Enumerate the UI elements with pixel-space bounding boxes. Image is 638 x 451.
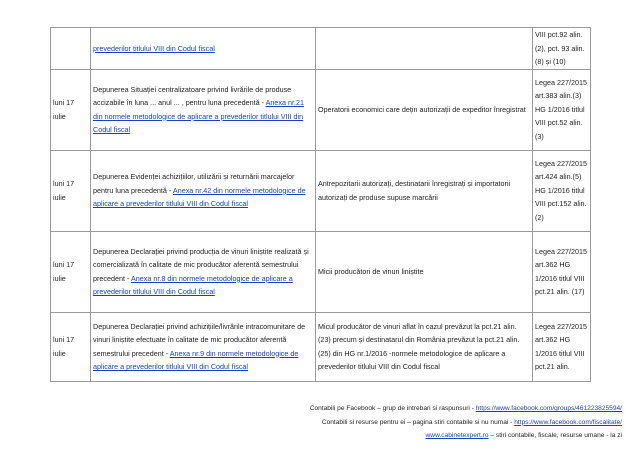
table-row [51, 28, 591, 70]
obligation-cell [91, 231, 316, 312]
legal-basis-cell: Legea 227/2015 art.424 alin.(5) HG 1/2016 titlul VIII pct.152 alin.(2) [533, 150, 591, 231]
website-link[interactable]: www.cabinetexpert.ro [425, 432, 489, 439]
footer-text: Contabili si resurse pentru ei – pagina stiri contabile si nu numai - [321, 418, 515, 426]
date-cell: luni 17 iulie [51, 150, 91, 231]
annex-link[interactable]: Anexa nr.42 din normele metodologice de aplicare a prevederilor titlului VIII din Codul fiscal [93, 185, 306, 209]
who-cell: Micul producător de vinuri aflat în cazul prevăzut la pct.21 alin. (23) precum și destinatarul din România prevăzut la pct.21 alin. (25) din HG nr.1/2016 -normele metodologice de aplicare a prevederilor titlului VIII din Codul fiscal [316, 312, 533, 381]
obligation-text: Depunerea Situației centralizatoare privind livrările de produse accizabile în luna ... anul ... , pentru luna precedentă - [93, 84, 292, 107]
obligation-cell [91, 28, 316, 70]
obligation-text: Depunerea Declarației privind producția de vinuri liniștite realizată și comercializată în calitate de mic producător aferentă semestrului precedent - [93, 246, 309, 283]
table-row [51, 231, 591, 312]
footer-line-facebook-page [122, 416, 622, 430]
legal-basis-cell: VIII pct.92 alin. (2), pct. 93 alin. (8) și (10) [533, 28, 591, 70]
obligation-cell [91, 150, 316, 231]
who-cell: Antrepozitarii autorizați, destinatarii înregistrați și importatorii autorizați de produse supuse marcării [316, 150, 533, 231]
obligation-cell [91, 69, 316, 150]
obligations-table [50, 27, 591, 382]
who-cell [316, 28, 533, 70]
legal-basis-cell: Legea 227/2015 art.383 alin.(3) HG 1/2016 titlul VIII pct.52 alin. (3) [533, 69, 591, 150]
annex-link[interactable]: prevederilor titlului VIII din Codul fiscal [93, 43, 215, 53]
legal-basis-cell: Legea 227/2015 art.362 HG 1/2016 titlul VIII pct.21 alin. (17) [533, 231, 591, 312]
annex-link[interactable]: Anexa nr.9 din normele metodologice de aplicare a prevederilor titlului VIII din Codul fiscal [93, 348, 299, 371]
date-cell: luni 17 iulie [51, 69, 91, 150]
date-cell [51, 28, 91, 70]
date-cell: luni 17 iulie [51, 231, 91, 312]
table-row [51, 69, 591, 150]
footer-line-facebook-group [122, 402, 622, 416]
facebook-group-link[interactable]: https://www.facebook.com/groups/461223825594/ [475, 405, 622, 412]
page-footer [122, 402, 622, 443]
who-cell: Micii producători de vinuri liniștite [316, 231, 533, 312]
table-row [51, 150, 591, 231]
footer-text: – stiri contabile, fiscale, resurse umane - la zi [488, 432, 622, 439]
annex-link[interactable]: Anexa nr.21 din normele metodologice de aplicare a prevederilor titlului VIII din Codul fiscal [93, 98, 304, 134]
obligation-text: Depunerea Declarației privind achizițiile/livrările intracomunitare de vinuri liniștite efectuate în calitate de mic producător aferentă semestrului precedent - [93, 321, 306, 358]
footer-line-website [122, 429, 622, 443]
who-cell: Operatorii economici care dețin autorizații de expeditor înregistrat [316, 69, 533, 150]
facebook-page-link[interactable]: https://www.facebook.com/fiscalitate/ [514, 418, 622, 426]
obligation-text: Depunerea Evidenței achizițiilor, utilizării și returnării marcajelor pentru luna precedentă - [93, 172, 295, 195]
annex-link[interactable]: Anexa nr.8 din normele metodologice de aplicare a prevederilor titlului VIII din Codul fiscal [93, 273, 293, 296]
date-cell: luni 17 iulie [51, 312, 91, 381]
footer-text: Contabili pe Facebook – grup de intrebari si raspunsuri - [309, 405, 476, 412]
obligation-cell [91, 312, 316, 381]
table-row [51, 312, 591, 381]
legal-basis-cell: Legea 227/2015 art.362 HG 1/2016 titlul VIII pct.21 alin. [533, 312, 591, 381]
